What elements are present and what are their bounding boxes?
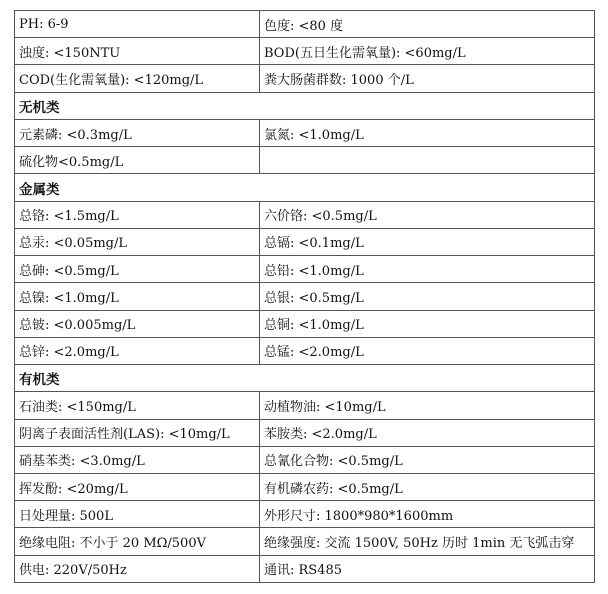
spec-cell-left: 总汞: <0.05mg/L: [15, 228, 260, 255]
spec-cell-left: 总砷: <0.5mg/L: [15, 256, 260, 283]
table-row: [15, 228, 595, 255]
spec-cell-right: 有机磷农药: <0.5mg/L: [260, 473, 595, 500]
section-title: 有机类: [15, 365, 595, 392]
spec-cell-left: 硫化物<0.5mg/L: [15, 147, 260, 174]
table-row: [15, 65, 595, 92]
spec-table-body: [15, 11, 595, 583]
spec-cell-right: 外形尺寸: 1800*980*1600mm: [260, 501, 595, 528]
spec-cell-left: 总镍: <1.0mg/L: [15, 283, 260, 310]
section-header-row: [15, 365, 595, 392]
spec-cell-left: 绝缘电阻: 不小于 20 MΩ/500V: [15, 528, 260, 555]
section-header-row: [15, 174, 595, 201]
table-row: [15, 528, 595, 555]
table-row: [15, 392, 595, 419]
table-row: [15, 473, 595, 500]
spec-cell-right: 总氰化合物: <0.5mg/L: [260, 446, 595, 473]
spec-cell-right: 粪大肠菌群数: 1000 个/L: [260, 65, 595, 92]
spec-cell-left: 元素磷: <0.3mg/L: [15, 119, 260, 146]
spec-cell-left: PH: 6-9: [15, 11, 260, 38]
spec-cell-right: 总镉: <0.1mg/L: [260, 228, 595, 255]
spec-cell-left: 供电: 220V/50Hz: [15, 555, 260, 582]
table-row: [15, 501, 595, 528]
spec-cell-right: [260, 147, 595, 174]
section-title: 金属类: [15, 174, 595, 201]
spec-cell-right: 绝缘强度: 交流 1500V, 50Hz 历时 1min 无飞弧击穿: [260, 528, 595, 555]
table-row: [15, 310, 595, 337]
spec-cell-left: 硝基苯类: <3.0mg/L: [15, 446, 260, 473]
table-row: [15, 11, 595, 38]
spec-cell-left: 浊度: <150NTU: [15, 38, 260, 65]
spec-cell-left: 石油类: <150mg/L: [15, 392, 260, 419]
table-row: [15, 147, 595, 174]
spec-cell-right: 氯氮: <1.0mg/L: [260, 119, 595, 146]
table-row: [15, 446, 595, 473]
spec-cell-left: 挥发酚: <20mg/L: [15, 473, 260, 500]
spec-cell-right: 通讯: RS485: [260, 555, 595, 582]
section-header-row: [15, 92, 595, 119]
table-row: [15, 283, 595, 310]
spec-cell-left: COD(生化需氧量): <120mg/L: [15, 65, 260, 92]
spec-cell-right: 色度: <80 度: [260, 11, 595, 38]
spec-cell-right: 总铅: <1.0mg/L: [260, 256, 595, 283]
spec-cell-left: 阴离子表面活性剂(LAS): <10mg/L: [15, 419, 260, 446]
section-title: 无机类: [15, 92, 595, 119]
spec-cell-right: 六价铬: <0.5mg/L: [260, 201, 595, 228]
spec-cell-right: 总铜: <1.0mg/L: [260, 310, 595, 337]
spec-cell-right: 总锰: <2.0mg/L: [260, 337, 595, 364]
spec-cell-left: 总铬: <1.5mg/L: [15, 201, 260, 228]
spec-cell-left: 日处理量: 500L: [15, 501, 260, 528]
table-row: [15, 201, 595, 228]
table-row: [15, 119, 595, 146]
spec-cell-right: 苯胺类: <2.0mg/L: [260, 419, 595, 446]
spec-cell-right: BOD(五日生化需氧量): <60mg/L: [260, 38, 595, 65]
table-row: [15, 555, 595, 582]
spec-cell-right: 总银: <0.5mg/L: [260, 283, 595, 310]
spec-table: [14, 10, 595, 583]
spec-cell-left: 总锌: <2.0mg/L: [15, 337, 260, 364]
table-row: [15, 337, 595, 364]
spec-cell-right: 动植物油: <10mg/L: [260, 392, 595, 419]
table-row: [15, 419, 595, 446]
table-row: [15, 38, 595, 65]
spec-cell-left: 总铍: <0.005mg/L: [15, 310, 260, 337]
table-row: [15, 256, 595, 283]
